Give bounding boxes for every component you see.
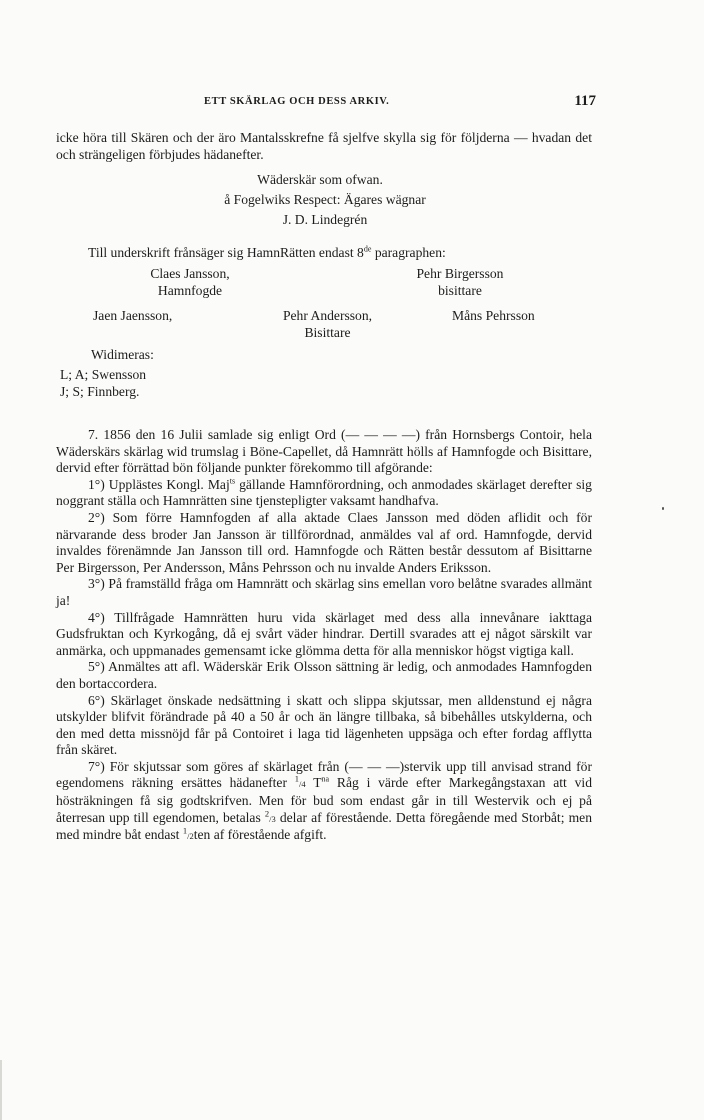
signature-claes: Claes Jansson, Hamnfogde <box>150 266 230 298</box>
item-3: 3°) På framställd fråga om Hamnrätt och skärlag sins emellan voro belåtne svarades allmänt ja! <box>56 576 592 608</box>
fraction-quarter: $^1$/4 <box>294 773 306 790</box>
witness-swensson: L; A; Swensson <box>60 367 147 382</box>
signer-lindegren: J. D. Lindegrén <box>282 212 368 227</box>
item-7: 7°) För skjutssar som göres af skärlaget från (— — —)stervik upp till anvisad strand för egendomens räkning ersättes hädanefter $^1$/4 $T^{na}$ Råg i värde efter Markegångstaxan att vid hösträkningen få sig godtskrifven. Men för bud som endast går in till Westervik och ej på återresan upp till egendomen, betalas $^2$/3 delar af förestående. Detta föregående med Storbåt; men med mindre båt endast $^1$/2ten af förestående afgift. <box>56 758 592 843</box>
signature-pehr-andersson: Pehr Andersson, Bisittare <box>282 308 373 340</box>
witness-label: Widimeras: <box>91 347 154 362</box>
signature-mans: Måns Pehrsson <box>452 308 535 323</box>
section-intro: 7. 1856 den 16 Julii samlade sig enligt Ord (— — — —) från Hornsbergs Contoir, hela Wäderskärs skärlag wid trumslag i Böne-Capellet, då Hamnrätt hölls af Hamnfogde och Bisittare, dervid efter förrättad bön följande punkter förekommo till afgörande: <box>56 427 592 476</box>
item-2: 2°) Som förre Hamnfogden af alla aktade Claes Jansson med döden aflidit och för närvarande dess broder Jan Jansson är tillförordnad, anmäldes val af ord. Hamnfogde, dervid invaldes förenämnde Jan Jansson till ord. Hamnfogde och Rätten består dessutom af Bisittarne Per Birgersson, Per Andersson, Måns Pehrsson och nu invalde Anders Eriksson. <box>56 509 592 575</box>
fraction-half: $^1$/2 <box>182 825 194 842</box>
signature-pehr-birgersson: Pehr Birgersson bisittare <box>416 266 504 298</box>
place-line: Wäderskär som ofwan. <box>257 172 383 187</box>
item-6: 6°) Skärlaget önskade nedsättning i skatt och slippa skjutssar, men alldenstund ej några utskylder blifvit förändrade på 40 a 50 år och än längre tillbaka, så bibehålles utskylderna, och den med detta missnöjd får på Contoiret i laga tid lägenheten uppsäga och efter fordag afflytta från skäret. <box>56 692 592 758</box>
page-header <box>56 93 598 113</box>
scan-edge <box>0 1060 2 1120</box>
fraction-two-thirds: $^2$/3 <box>264 808 276 824</box>
page-number: 117 <box>574 93 596 109</box>
item-5: 5°) Anmältes att afl. Wäderskär Erik Olsson sättning är ledig, och anmodades Hamnfogden den bortaccordera. <box>56 659 592 691</box>
running-title: ETT SKÄRLAG OCH DESS ARKIV. <box>204 96 390 107</box>
section-7 <box>56 427 592 845</box>
witness-finnberg: J; S; Finnberg. <box>60 384 140 399</box>
signature-jaen: Jaen Jaensson, <box>93 308 173 323</box>
item-4: 4°) Tillfrågade Hamnrätten huru vida skärlaget med dess alla innevånare iakttaga Gudsfruktan och Kyrkogång, då ej svårt väder hindrar. Dertill svarades att ej något särskilt var anmärka, och uppmanades gemensamt icke glömma detta för alla menniskor högst vigtiga kall. <box>56 609 592 658</box>
respect-line: å Fogelwiks Respect: Ägares wägnar <box>224 192 426 207</box>
top-paragraph <box>56 130 592 163</box>
scan-speck <box>662 507 664 510</box>
body-paragraph: icke höra till Skären och der äro Mantalsskrefne få sjelfve skylla sig för följderna — hvadan det och strängeligen förbjudes hädanefter. <box>56 130 592 162</box>
item-1: 1°) Upplästes Kongl. Maj$^{ts}$ gällande Hamnförordning, och anmodades skärlaget derefter sig noggrant ställa och Hamnrätten sine tjenstepligter vaksamt handhafva. <box>56 476 592 509</box>
signature-intro: Till underskrift frånsäger sig HamnRätten endast 8de paragraphen: <box>88 244 446 260</box>
